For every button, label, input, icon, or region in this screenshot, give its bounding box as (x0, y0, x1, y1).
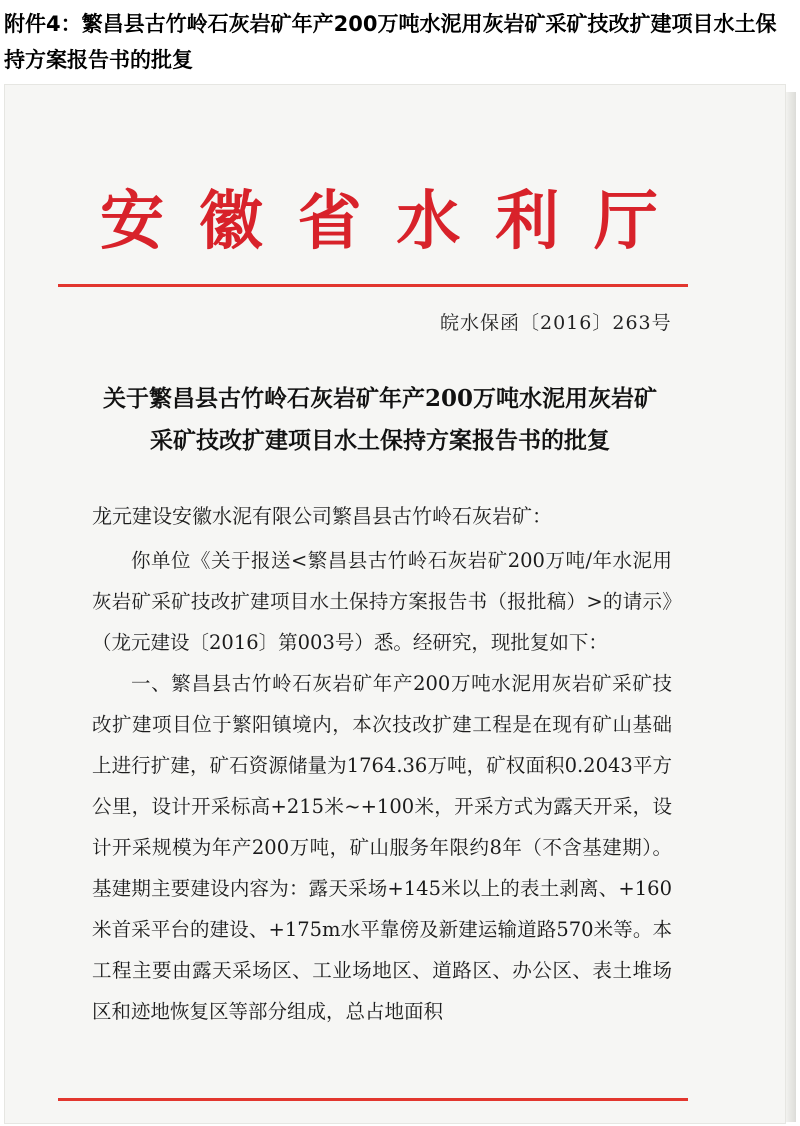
page-edge-shadow (786, 92, 796, 1122)
document-title (60, 378, 700, 462)
letterhead-red-rule (58, 284, 688, 287)
attachment-caption: 附件4：繁昌县古竹岭石灰岩矿年产200万吨水泥用灰岩矿采矿技改扩建项目水土保持方案报告书的批复 (4, 12, 777, 72)
body-paragraph-2: 一、繁昌县古竹岭石灰岩矿年产200万吨水泥用灰岩矿采矿技改扩建项目位于繁阳镇境内，本次技改扩建工程是在现有矿山基础上进行扩建，矿石资源储量为1764.36万吨，矿权面积0.2043平方公里，设计开采标高+215米~+100米，开采方式为露天开采，设计开采规模为年产200万吨，矿山服务年限约8年（不含基建期）。基建期主要建设内容为：露天采场+145米以上的表土剥离、+160米首采平台的建设、+175m水平靠傍及新建运输道路570米等。本工程主要由露天采场区、工业场地区、道路区、办公区、表土堆场区和迹地恢复区等部分组成，总占地面积 (92, 672, 672, 1023)
body-paragraph-1: 你单位《关于报送<繁昌县古竹岭石灰岩矿200万吨/年水泥用灰岩矿采矿技改扩建项目水土保持方案报告书（报批稿）>的请示》（龙元建设〔2016〕第003号）悉。经研究，现批复如下： (92, 549, 672, 654)
letterhead-organization: 安徽省水利厅 (100, 184, 660, 259)
document-number: 皖水保函〔2016〕263号 (440, 312, 672, 334)
document-title-line-2: 采矿技改扩建项目水土保持方案报告书的批复 (150, 427, 610, 454)
addressee: 龙元建设安徽水泥有限公司繁昌县古竹岭石灰岩矿： (92, 504, 552, 528)
document-title-line-1: 关于繁昌县古竹岭石灰岩矿年产200万吨水泥用灰岩矿 (102, 385, 657, 412)
document-body (92, 540, 672, 1032)
footer-red-rule (58, 1098, 688, 1101)
